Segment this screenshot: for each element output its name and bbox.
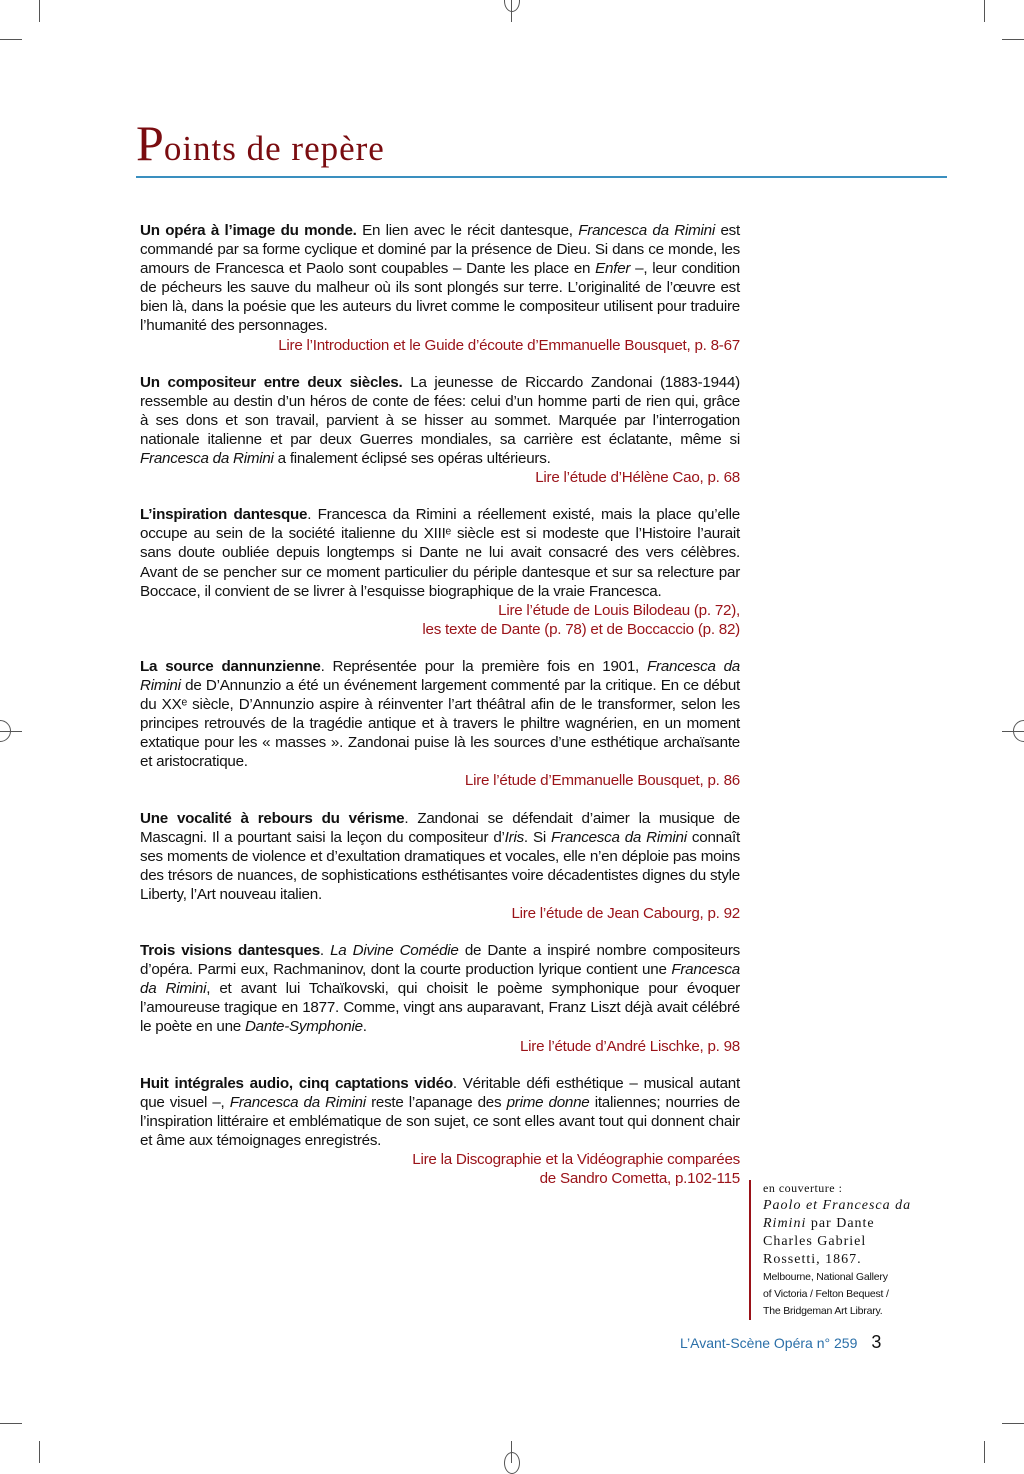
reference-note [140,601,740,639]
italic-title: Francesca da Rimini [140,961,740,998]
section-paragraph [140,373,740,468]
italic-title: Francesca da Rimini [140,657,741,694]
page-footer [680,1332,881,1353]
section-heading: Un opéra à l’image du monde. [140,222,357,239]
registration-line-top [511,0,512,22]
body-text: de D’Annunzio a été un événement largement commenté par la critique. En ce début du XXᵉ siècle, D’Annunzio aspire à réinventer l’art théâtral afin de le transformer, selon les principes retrouvés de la tragédie antique et à travers le philtre wagnérien, en un moment extatique pour les « masses ». Zandonai puise là les sources d’une esthétique archaïsante et aristocratique. [140,676,740,771]
body-text: . Zandonai se défendait d’aimer la musique de Mascagni. Il a pourtant saisi la leçon du compositeur d’ [140,809,740,846]
body-text: connaît ses moments de violence et d’exultation dramatiques et vocales, elle n’en déploie pas moins des trésors de nuances, de sophistications esthétisantes voire décadentistes dignes du style Liberty, l’Art nouveau italien. [140,828,740,903]
reference-line: Lire l’Introduction et le Guide d’écoute d’Emmanuelle Bousquet, p. 8-67 [278,336,740,354]
registration-line-left [0,731,22,732]
body-text: a finalement éclipsé ses opéras ultérieurs. [273,450,551,468]
body-text: La jeunesse de Riccardo Zandonai (1883-1944) ressemble au destin d’un héros de conte de fées: celui d’un homme parti de rien qui, grâce à ses dons et son travail, parvient à se hisser au sommet. Marquée par l’interrogation nationale italienne et par deux Guerres mondiales, sa carrière est éclatante, même si [140,373,740,448]
title-rest: oints de repère [163,129,385,168]
page-number: 3 [871,1332,882,1352]
reference-note [140,336,740,355]
crop-mark [984,0,985,22]
title-initial: P [136,115,164,171]
section-heading: Trois visions dantesques [140,942,320,960]
italic-title: Francesca da Rimini [140,450,274,468]
reference-line: les texte de Dante (p. 78) et de Boccaccio (p. 82) [422,620,740,638]
caption-credit-2: of Victoria / Felton Bequest / [763,1288,889,1300]
cover-caption [749,1180,919,1320]
crop-mark [1002,39,1024,40]
body-text: , et avant lui Tchaïkovski, qui choisit le poème symphonique pour évoquer l’amoureuse tragique en 1877. Comme, vingt ans auparavant, Franz Liszt déjà avait célébré le poète en une [140,980,740,1036]
crop-mark [1002,1423,1024,1424]
reference-note [140,904,740,923]
body-text: italiennes; nourries de l’inspiration littéraire et emblématique de son sujet, ce sont elles avant tout qui donnent chair et âme aux témoignages enregistrés. [140,1093,740,1149]
crop-mark [0,39,22,40]
registration-line-bottom [511,1441,512,1463]
reference-note [140,1037,740,1056]
section-paragraph [140,941,740,1036]
section-paragraph [140,657,740,772]
italic-title: Francesca da Rimini [551,828,687,846]
section-heading: La source dannunzienne [140,657,321,675]
registration-mark-top [504,0,520,12]
italic-title: Iris [504,828,524,846]
body-text: . Représentée pour la première fois en 1901, [320,657,647,675]
body-text: . Francesca da Rimini a réellement existé, mais la place qu’elle occupe au sein de la société italienne du XIIIᵉ siècle est si modeste que l’Histoire l’aurait sans doute oubliée depuis longtemps si Dante ne lui avait consacré des vers célèbres. Avant de se pencher sur ce moment particulier du périple dantesque et sur sa relecture par Boccace, il convient de se livrer à l’esquisse biographique de la vraie Francesca. [140,506,740,600]
caption-artist: par Dante Charles Gabriel Rossetti, 1867. [763,1216,875,1267]
reference-note [140,771,740,790]
main-column [140,221,740,1206]
body-text: de Dante a inspiré nombre compositeurs d’opéra. Parmi eux, Rachmaninov, dont la courte production lyrique contient une [140,942,740,979]
title-rule [136,176,947,178]
reference-note [140,468,740,487]
reference-line: Lire la Discographie et la Vidéographie comparées [412,1151,740,1169]
body-text: . [319,942,331,960]
page-title [136,115,385,171]
reference-line: Lire l’étude d’André Lischke, p. 98 [519,1037,740,1055]
italic-title: Dante-Symphonie [244,1018,363,1036]
publication-name: L’Avant-Scène Opéra n° 259 [680,1335,858,1351]
body-text: . [362,1018,367,1036]
crop-mark [39,0,40,22]
section-paragraph [140,809,740,904]
italic-title: prime donne [506,1093,590,1111]
italic-title: Francesca da Rimini [229,1093,366,1111]
section-paragraph [140,505,740,600]
body-text: . Véritable défi esthétique – musical autant que visuel –, [140,1074,740,1111]
body-text: En lien avec le récit dantesque, [356,222,579,239]
caption-label: en couverture : [763,1181,843,1195]
registration-mark-bottom [504,1452,520,1474]
reference-line: Lire l’étude de Louis Bilodeau (p. 72), [498,601,740,619]
crop-mark [0,1423,22,1424]
body-text: est commandé par sa forme cyclique et dominé par la présence de Dieu. Si dans ce monde, les amours de Francesca et Paolo sont coupables – Dante les place en [140,222,740,278]
reference-note [140,1150,740,1188]
italic-title: La Divine Comédie [330,942,459,960]
crop-mark [39,1441,40,1463]
crop-mark [984,1441,985,1463]
reference-line: de Sandro Cometta, p.102-115 [539,1170,740,1188]
caption-work-title: Paolo et Francesca da Rimini [763,1198,912,1231]
body-text: . Si [523,828,552,846]
reference-line: Lire l’étude de Jean Cabourg, p. 92 [511,905,740,922]
body-text: –, leur condition de pécheurs les sauve du malheur où ils sont plongés sur terre. L’originalité de l’œuvre est bien là, dans la poésie que les auteurs du livret comme le compositeur utilisent pour traduire l’humanité des personnages. [140,260,741,335]
italic-title: Enfer [595,260,631,278]
caption-title [763,1197,919,1269]
registration-line-right [1002,731,1024,732]
section-heading: Huit intégrales audio, cinq captations vidéo [140,1074,453,1092]
section-heading: L’inspiration dantesque [140,506,308,524]
caption-credit-1: Melbourne, National Gallery [763,1271,888,1283]
body-text: reste l’apanage des [365,1093,507,1111]
section-heading: Une vocalité à rebours du vérisme [140,809,405,827]
reference-line: Lire l’étude d’Hélène Cao, p. 68 [535,469,740,487]
section-paragraph [140,1074,740,1150]
section-heading: Un compositeur entre deux siècles. [140,373,403,391]
reference-line: Lire l’étude d’Emmanuelle Bousquet, p. 86 [464,772,740,790]
italic-title: Francesca da Rimini [578,222,715,239]
caption-credit-3: The Bridgeman Art Library. [763,1305,883,1317]
section-paragraph [140,221,740,336]
